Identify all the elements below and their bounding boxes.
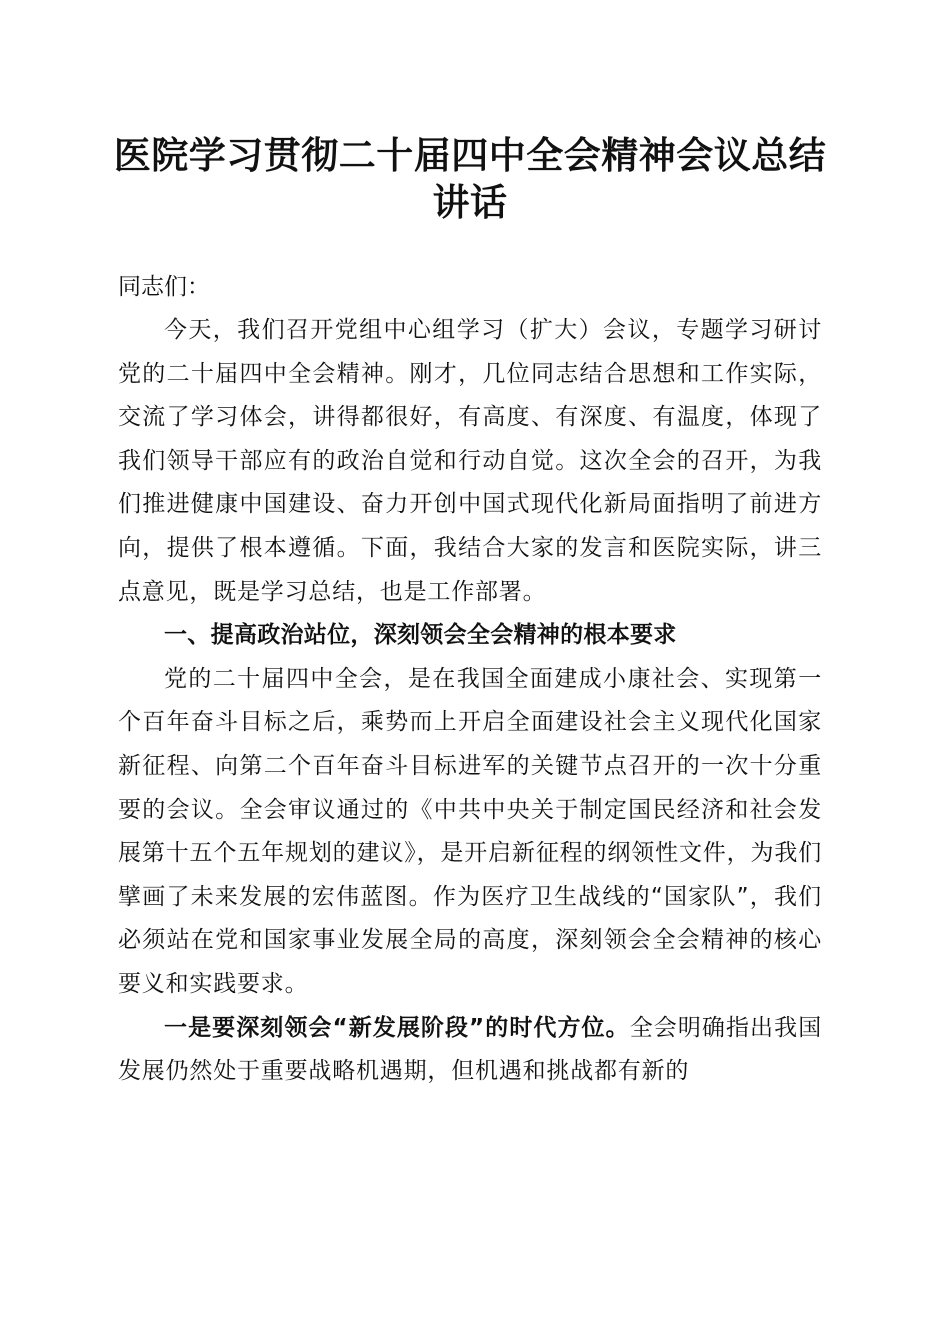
point-one-text: 全会明确指出我国发展仍然处于重要战略机遇期，但机遇和挑战都有新的 xyxy=(118,1014,822,1085)
salutation: 同志们： xyxy=(118,274,210,300)
opening-paragraph: 今天，我们召开党组中心组学习（扩大）会议，专题学习研讨党的二十届四中全会精神。刚才，几位同志结合思想和工作实际，交流了学习体会，讲得都很好，有高度、有深度、有温度，体现了我们领导干部应有的政治自觉和行动自觉。这次全会的召开，为我们推进健康中国建设、奋力开创中国式现代化新局面指明了前进方向，提供了根本遵循。下面，我结合大家的发言和医院实际，讲三点意见，既是学习总结，也是工作部署。 xyxy=(118,317,822,605)
section-paragraph: 党的二十届四中全会，是在我国全面建成小康社会、实现第一个百年奋斗目标之后，乘势而上开启全面建设社会主义现代化国家新征程、向第二个百年奋斗目标进军的关键节点召开的一次十分重要的会议。全会审议通过的《中共中央关于制定国民经济和社会发展第十五个五年规划的建议》，是开启新征程的纲领性文件，为我们擘画了未来发展的宏伟蓝图。作为医疗卫生战线的“国家队”，我们必须站在党和国家事业发展全局的高度，深刻领会全会精神的核心要义和实践要求。 xyxy=(118,665,822,997)
point-one-lead: 一是要深刻领会“新发展阶段”的时代方位。 xyxy=(164,1014,630,1041)
point-one-paragraph xyxy=(118,1007,822,1094)
document-page xyxy=(113,132,827,1094)
section-heading: 一、提高政治站位，深刻领会全会精神的根本要求 xyxy=(164,622,677,649)
document-title: 医院学习贯彻二十届四中全会精神会议总结讲话 xyxy=(113,133,827,224)
